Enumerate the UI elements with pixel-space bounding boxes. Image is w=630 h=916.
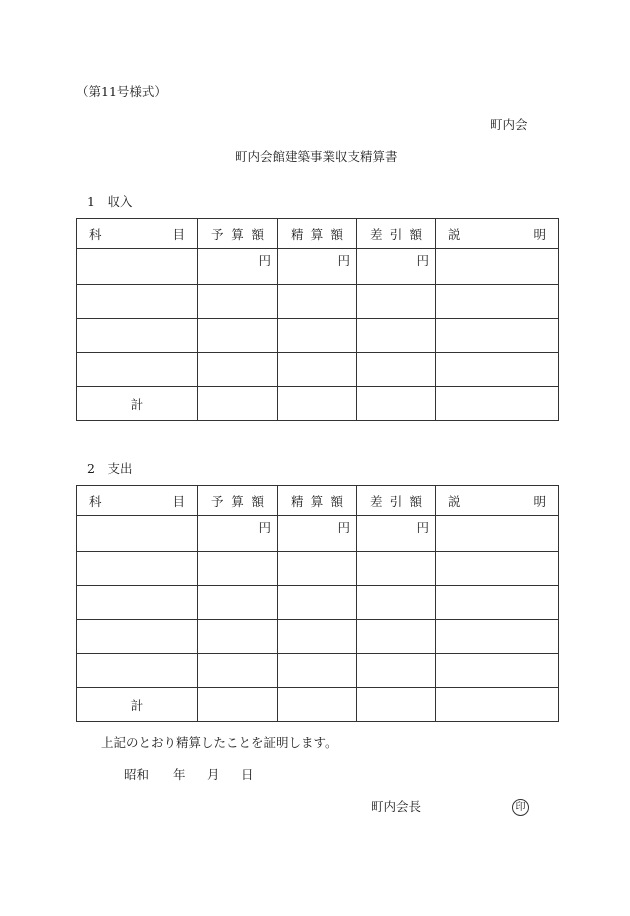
table-row bbox=[77, 516, 559, 552]
income-table bbox=[76, 218, 559, 421]
cell-description[interactable] bbox=[436, 586, 559, 620]
header-settled: 精 算 額 bbox=[278, 486, 357, 516]
header-budget: 予 算 額 bbox=[198, 219, 278, 249]
cell-settled[interactable] bbox=[278, 387, 357, 421]
cell-settled[interactable] bbox=[278, 620, 357, 654]
cell-item[interactable] bbox=[77, 620, 198, 654]
cell-description[interactable] bbox=[436, 285, 559, 319]
header-description: 説 明 bbox=[436, 219, 559, 249]
certification-statement: 上記のとおり精算したことを証明します。 bbox=[101, 735, 338, 750]
total-row bbox=[77, 387, 559, 421]
header-item: 科 目 bbox=[77, 219, 198, 249]
table-row bbox=[77, 249, 559, 285]
cell-settled[interactable] bbox=[278, 654, 357, 688]
cell-item[interactable] bbox=[77, 552, 198, 586]
document-title: 町内会館建築事業収支精算書 bbox=[235, 149, 398, 164]
header-difference: 差 引 額 bbox=[357, 486, 436, 516]
income-header-row bbox=[77, 219, 559, 249]
organization-name: 町内会 bbox=[490, 117, 528, 132]
expense-heading: 2 支出 bbox=[87, 461, 133, 476]
expense-header-row bbox=[77, 486, 559, 516]
cell-difference[interactable] bbox=[357, 688, 436, 722]
table-row bbox=[77, 353, 559, 387]
total-label: 計 bbox=[77, 688, 198, 722]
signer-title: 町内会長 bbox=[371, 799, 422, 814]
header-settled: 精 算 額 bbox=[278, 219, 357, 249]
cell-budget[interactable] bbox=[198, 586, 278, 620]
cell-difference[interactable] bbox=[357, 353, 436, 387]
table-row bbox=[77, 552, 559, 586]
cell-budget[interactable] bbox=[198, 620, 278, 654]
cell-difference[interactable] bbox=[357, 586, 436, 620]
cell-settled[interactable] bbox=[278, 319, 357, 353]
cell-budget[interactable] bbox=[198, 353, 278, 387]
table-row bbox=[77, 285, 559, 319]
cell-description[interactable] bbox=[436, 387, 559, 421]
cell-difference[interactable] bbox=[357, 552, 436, 586]
cell-budget[interactable] bbox=[198, 552, 278, 586]
expense-table bbox=[76, 485, 559, 722]
table-row bbox=[77, 654, 559, 688]
cell-item[interactable] bbox=[77, 249, 198, 285]
date-era: 昭和 bbox=[124, 767, 150, 782]
table-row bbox=[77, 586, 559, 620]
header-description: 説 明 bbox=[436, 486, 559, 516]
table-row bbox=[77, 319, 559, 353]
income-heading: 1 収入 bbox=[87, 194, 133, 209]
cell-description[interactable] bbox=[436, 353, 559, 387]
cell-difference[interactable] bbox=[357, 319, 436, 353]
cell-difference[interactable]: 円 bbox=[357, 249, 436, 285]
cell-settled[interactable] bbox=[278, 353, 357, 387]
cell-settled[interactable] bbox=[278, 586, 357, 620]
cell-budget[interactable] bbox=[198, 688, 278, 722]
cell-item[interactable] bbox=[77, 516, 198, 552]
cell-difference[interactable] bbox=[357, 654, 436, 688]
cell-settled[interactable] bbox=[278, 688, 357, 722]
cell-budget[interactable]: 円 bbox=[198, 516, 278, 552]
cell-settled[interactable] bbox=[278, 552, 357, 586]
cell-item[interactable] bbox=[77, 353, 198, 387]
cell-item[interactable] bbox=[77, 586, 198, 620]
date-day: 日 bbox=[241, 767, 254, 782]
cell-item[interactable] bbox=[77, 285, 198, 319]
date-month: 月 bbox=[207, 767, 220, 782]
cell-settled[interactable] bbox=[278, 285, 357, 319]
cell-description[interactable] bbox=[436, 654, 559, 688]
cell-budget[interactable] bbox=[198, 654, 278, 688]
cell-description[interactable] bbox=[436, 620, 559, 654]
cell-description[interactable] bbox=[436, 516, 559, 552]
cell-budget[interactable]: 円 bbox=[198, 249, 278, 285]
date-year: 年 bbox=[173, 767, 186, 782]
cell-budget[interactable] bbox=[198, 387, 278, 421]
total-label: 計 bbox=[77, 387, 198, 421]
table-row bbox=[77, 620, 559, 654]
header-difference: 差 引 額 bbox=[357, 219, 436, 249]
cell-budget[interactable] bbox=[198, 319, 278, 353]
cell-item[interactable] bbox=[77, 654, 198, 688]
header-budget: 予 算 額 bbox=[198, 486, 278, 516]
cell-description[interactable] bbox=[436, 552, 559, 586]
form-number: （第11号様式） bbox=[76, 84, 167, 99]
cell-description[interactable] bbox=[436, 319, 559, 353]
cell-settled[interactable]: 円 bbox=[278, 249, 357, 285]
cell-description[interactable] bbox=[436, 249, 559, 285]
cell-difference[interactable] bbox=[357, 387, 436, 421]
total-row bbox=[77, 688, 559, 722]
cell-settled[interactable]: 円 bbox=[278, 516, 357, 552]
cell-budget[interactable] bbox=[198, 285, 278, 319]
cell-difference[interactable] bbox=[357, 285, 436, 319]
seal-mark: 印 bbox=[512, 799, 529, 816]
cell-difference[interactable] bbox=[357, 620, 436, 654]
cell-description[interactable] bbox=[436, 688, 559, 722]
header-item: 科 目 bbox=[77, 486, 198, 516]
cell-item[interactable] bbox=[77, 319, 198, 353]
cell-difference[interactable]: 円 bbox=[357, 516, 436, 552]
